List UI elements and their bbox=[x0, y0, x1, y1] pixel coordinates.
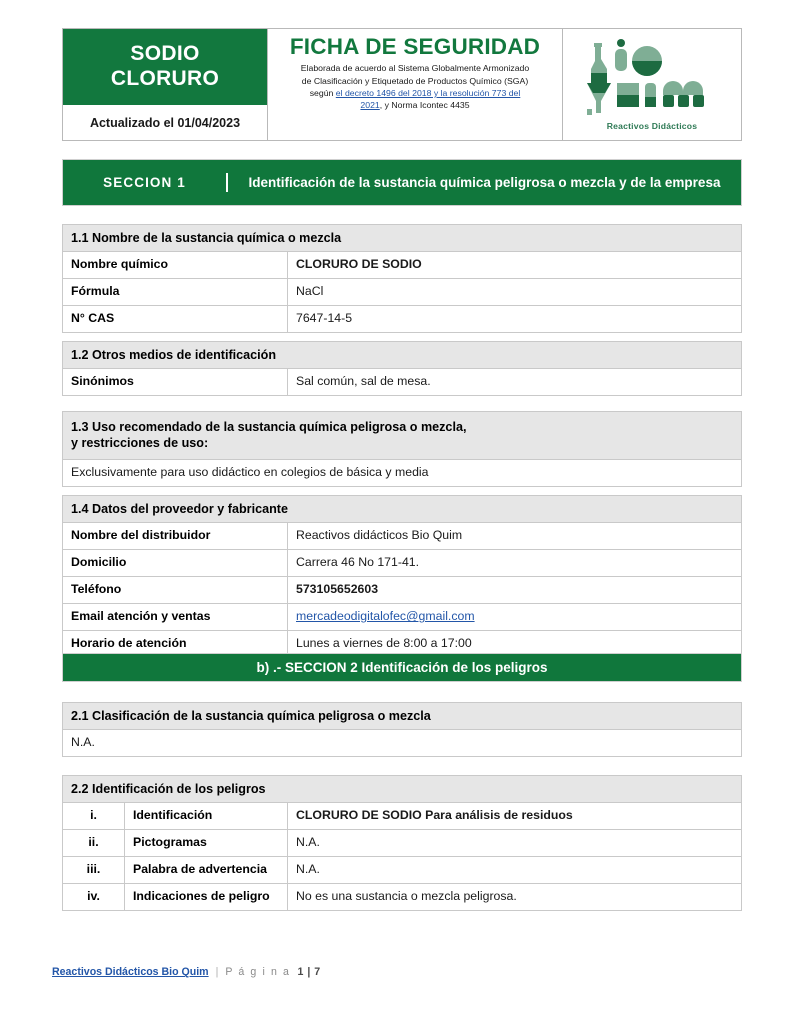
label-indicaciones-peligro-text: Indicaciones de peligro bbox=[133, 889, 270, 904]
heading-1-3-line2: y restricciones de uso: bbox=[71, 436, 209, 451]
table-row bbox=[63, 577, 742, 604]
document-subtitle bbox=[276, 62, 554, 111]
label-identificacion: Identificación bbox=[125, 803, 288, 830]
footer-company-link[interactable]: Reactivos Didácticos Bio Quim bbox=[52, 966, 209, 978]
table-row-heading bbox=[63, 225, 742, 252]
numeral-ii: ii. bbox=[63, 830, 125, 857]
numeral-iii: iii. bbox=[63, 857, 125, 884]
table-row bbox=[63, 369, 742, 396]
table-2-1 bbox=[62, 702, 742, 757]
logo-caption: Reactivos Didácticos bbox=[606, 120, 698, 131]
value-telefono: 573105652603 bbox=[288, 577, 742, 604]
table-row bbox=[63, 279, 742, 306]
label-nombre-quimico: Nombre químico bbox=[63, 252, 288, 279]
value-formula: NaCl bbox=[288, 279, 742, 306]
table-row bbox=[63, 306, 742, 333]
label-palabra-advertencia-text: Palabra de advertencia bbox=[133, 862, 267, 877]
label-pictogramas: Pictogramas bbox=[125, 830, 288, 857]
value-email-cell bbox=[288, 604, 742, 631]
numeral-i: i. bbox=[63, 803, 125, 830]
document-header bbox=[62, 28, 742, 141]
decree-link-part2[interactable]: 2021 bbox=[360, 100, 380, 111]
email-link[interactable]: mercadeodigitalofec@gmail.com bbox=[296, 609, 475, 624]
header-title-column bbox=[268, 29, 563, 140]
value-sinonimos: Sal común, sal de mesa. bbox=[288, 369, 742, 396]
label-palabra-advertencia bbox=[125, 857, 288, 884]
label-sinonimos: Sinónimos bbox=[63, 369, 288, 396]
document-title: FICHA DE SEGURIDAD bbox=[289, 34, 541, 59]
value-indicaciones-peligro: No es una sustancia o mezcla peligrosa. bbox=[288, 884, 742, 911]
label-indicaciones-peligro bbox=[125, 884, 288, 911]
table-row-heading bbox=[63, 496, 742, 523]
content-2-1: N.A. bbox=[63, 730, 742, 757]
value-distribuidor: Reactivos didácticos Bio Quim bbox=[288, 523, 742, 550]
table-row-heading bbox=[63, 342, 742, 369]
label-telefono: Teléfono bbox=[63, 577, 288, 604]
decree-link-part1[interactable]: el decreto 1496 del 2018 y la resolución 773 del bbox=[335, 87, 521, 98]
heading-1-3 bbox=[63, 412, 742, 460]
table-row bbox=[63, 523, 742, 550]
content-1-3: Exclusivamente para uso didáctico en colegios de básica y media bbox=[63, 459, 742, 486]
numeral-iv: iv. bbox=[63, 884, 125, 911]
header-product-column bbox=[63, 29, 268, 140]
section-1-bar bbox=[62, 159, 742, 206]
label-cas: N° CAS bbox=[63, 306, 288, 333]
footer-page-word: P á g i n a bbox=[225, 966, 291, 978]
table-1-1 bbox=[62, 224, 742, 333]
subtitle-line2: de Clasificación y Etiquetado de Productos Químico (SGA) bbox=[301, 75, 529, 86]
section-1-title: Identificación de la sustancia química peligrosa o mezcla y de la empresa bbox=[248, 174, 721, 190]
section-1-label: SECCION 1 bbox=[63, 173, 228, 192]
table-row bbox=[63, 550, 742, 577]
table-row-heading bbox=[63, 703, 742, 730]
value-domicilio: Carrera 46 No 171-41. bbox=[288, 550, 742, 577]
section-2-bar: b) .- SECCION 2 Identificación de los peligros bbox=[62, 653, 742, 682]
product-name-line1: SODIO bbox=[130, 42, 200, 66]
heading-1-4: 1.4 Datos del proveedor y fabricante bbox=[63, 496, 742, 523]
table-1-3 bbox=[62, 411, 742, 487]
table-row bbox=[63, 857, 742, 884]
table-row bbox=[63, 830, 742, 857]
heading-2-2: 2.2 Identificación de los peligros bbox=[63, 776, 742, 803]
label-email: Email atención y ventas bbox=[63, 604, 288, 631]
footer-page-number: 1 | 7 bbox=[297, 966, 321, 978]
value-pictogramas: N.A. bbox=[288, 830, 742, 857]
bioquim-logo-icon bbox=[577, 39, 727, 115]
table-1-4 bbox=[62, 495, 742, 658]
product-name-box bbox=[63, 29, 267, 105]
subtitle-prefix: según bbox=[309, 87, 336, 98]
table-row bbox=[63, 803, 742, 830]
table-1-2 bbox=[62, 341, 742, 396]
label-formula: Fórmula bbox=[63, 279, 288, 306]
table-2-2 bbox=[62, 775, 742, 911]
value-cas: 7647-14-5 bbox=[288, 306, 742, 333]
table-row bbox=[63, 884, 742, 911]
subtitle-line1: Elaborada de acuerdo al Sistema Globalmente Armonizado bbox=[300, 63, 530, 74]
subtitle-suffix: , y Norma Icontec 4435 bbox=[379, 100, 470, 111]
updated-date: Actualizado el 01/04/2023 bbox=[89, 115, 241, 130]
table-row bbox=[63, 604, 742, 631]
label-domicilio: Domicilio bbox=[63, 550, 288, 577]
table-row-heading bbox=[63, 412, 742, 460]
label-horario: Horario de atención bbox=[63, 631, 288, 658]
heading-1-2: 1.2 Otros medios de identificación bbox=[63, 342, 742, 369]
value-palabra-advertencia: N.A. bbox=[288, 857, 742, 884]
table-row bbox=[63, 252, 742, 279]
label-distribuidor: Nombre del distribuidor bbox=[63, 523, 288, 550]
heading-1-3-line1: 1.3 Uso recomendado de la sustancia química peligrosa o mezcla, bbox=[71, 420, 467, 434]
heading-1-1: 1.1 Nombre de la sustancia química o mezcla bbox=[63, 225, 742, 252]
value-nombre-quimico: CLORURO DE SODIO bbox=[288, 252, 742, 279]
value-identificacion: CLORURO DE SODIO Para análisis de residuos bbox=[288, 803, 742, 830]
heading-2-1: 2.1 Clasificación de la sustancia química peligrosa o mezcla bbox=[63, 703, 742, 730]
value-horario: Lunes a viernes de 8:00 a 17:00 bbox=[288, 631, 742, 658]
table-row bbox=[63, 730, 742, 757]
product-name-line2: CLORURO bbox=[110, 67, 220, 90]
bioquim-logo bbox=[577, 39, 727, 131]
footer-separator: | bbox=[215, 966, 219, 978]
header-logo-column bbox=[563, 29, 741, 140]
page-footer bbox=[52, 966, 752, 978]
table-row-heading bbox=[63, 776, 742, 803]
table-row bbox=[63, 459, 742, 486]
